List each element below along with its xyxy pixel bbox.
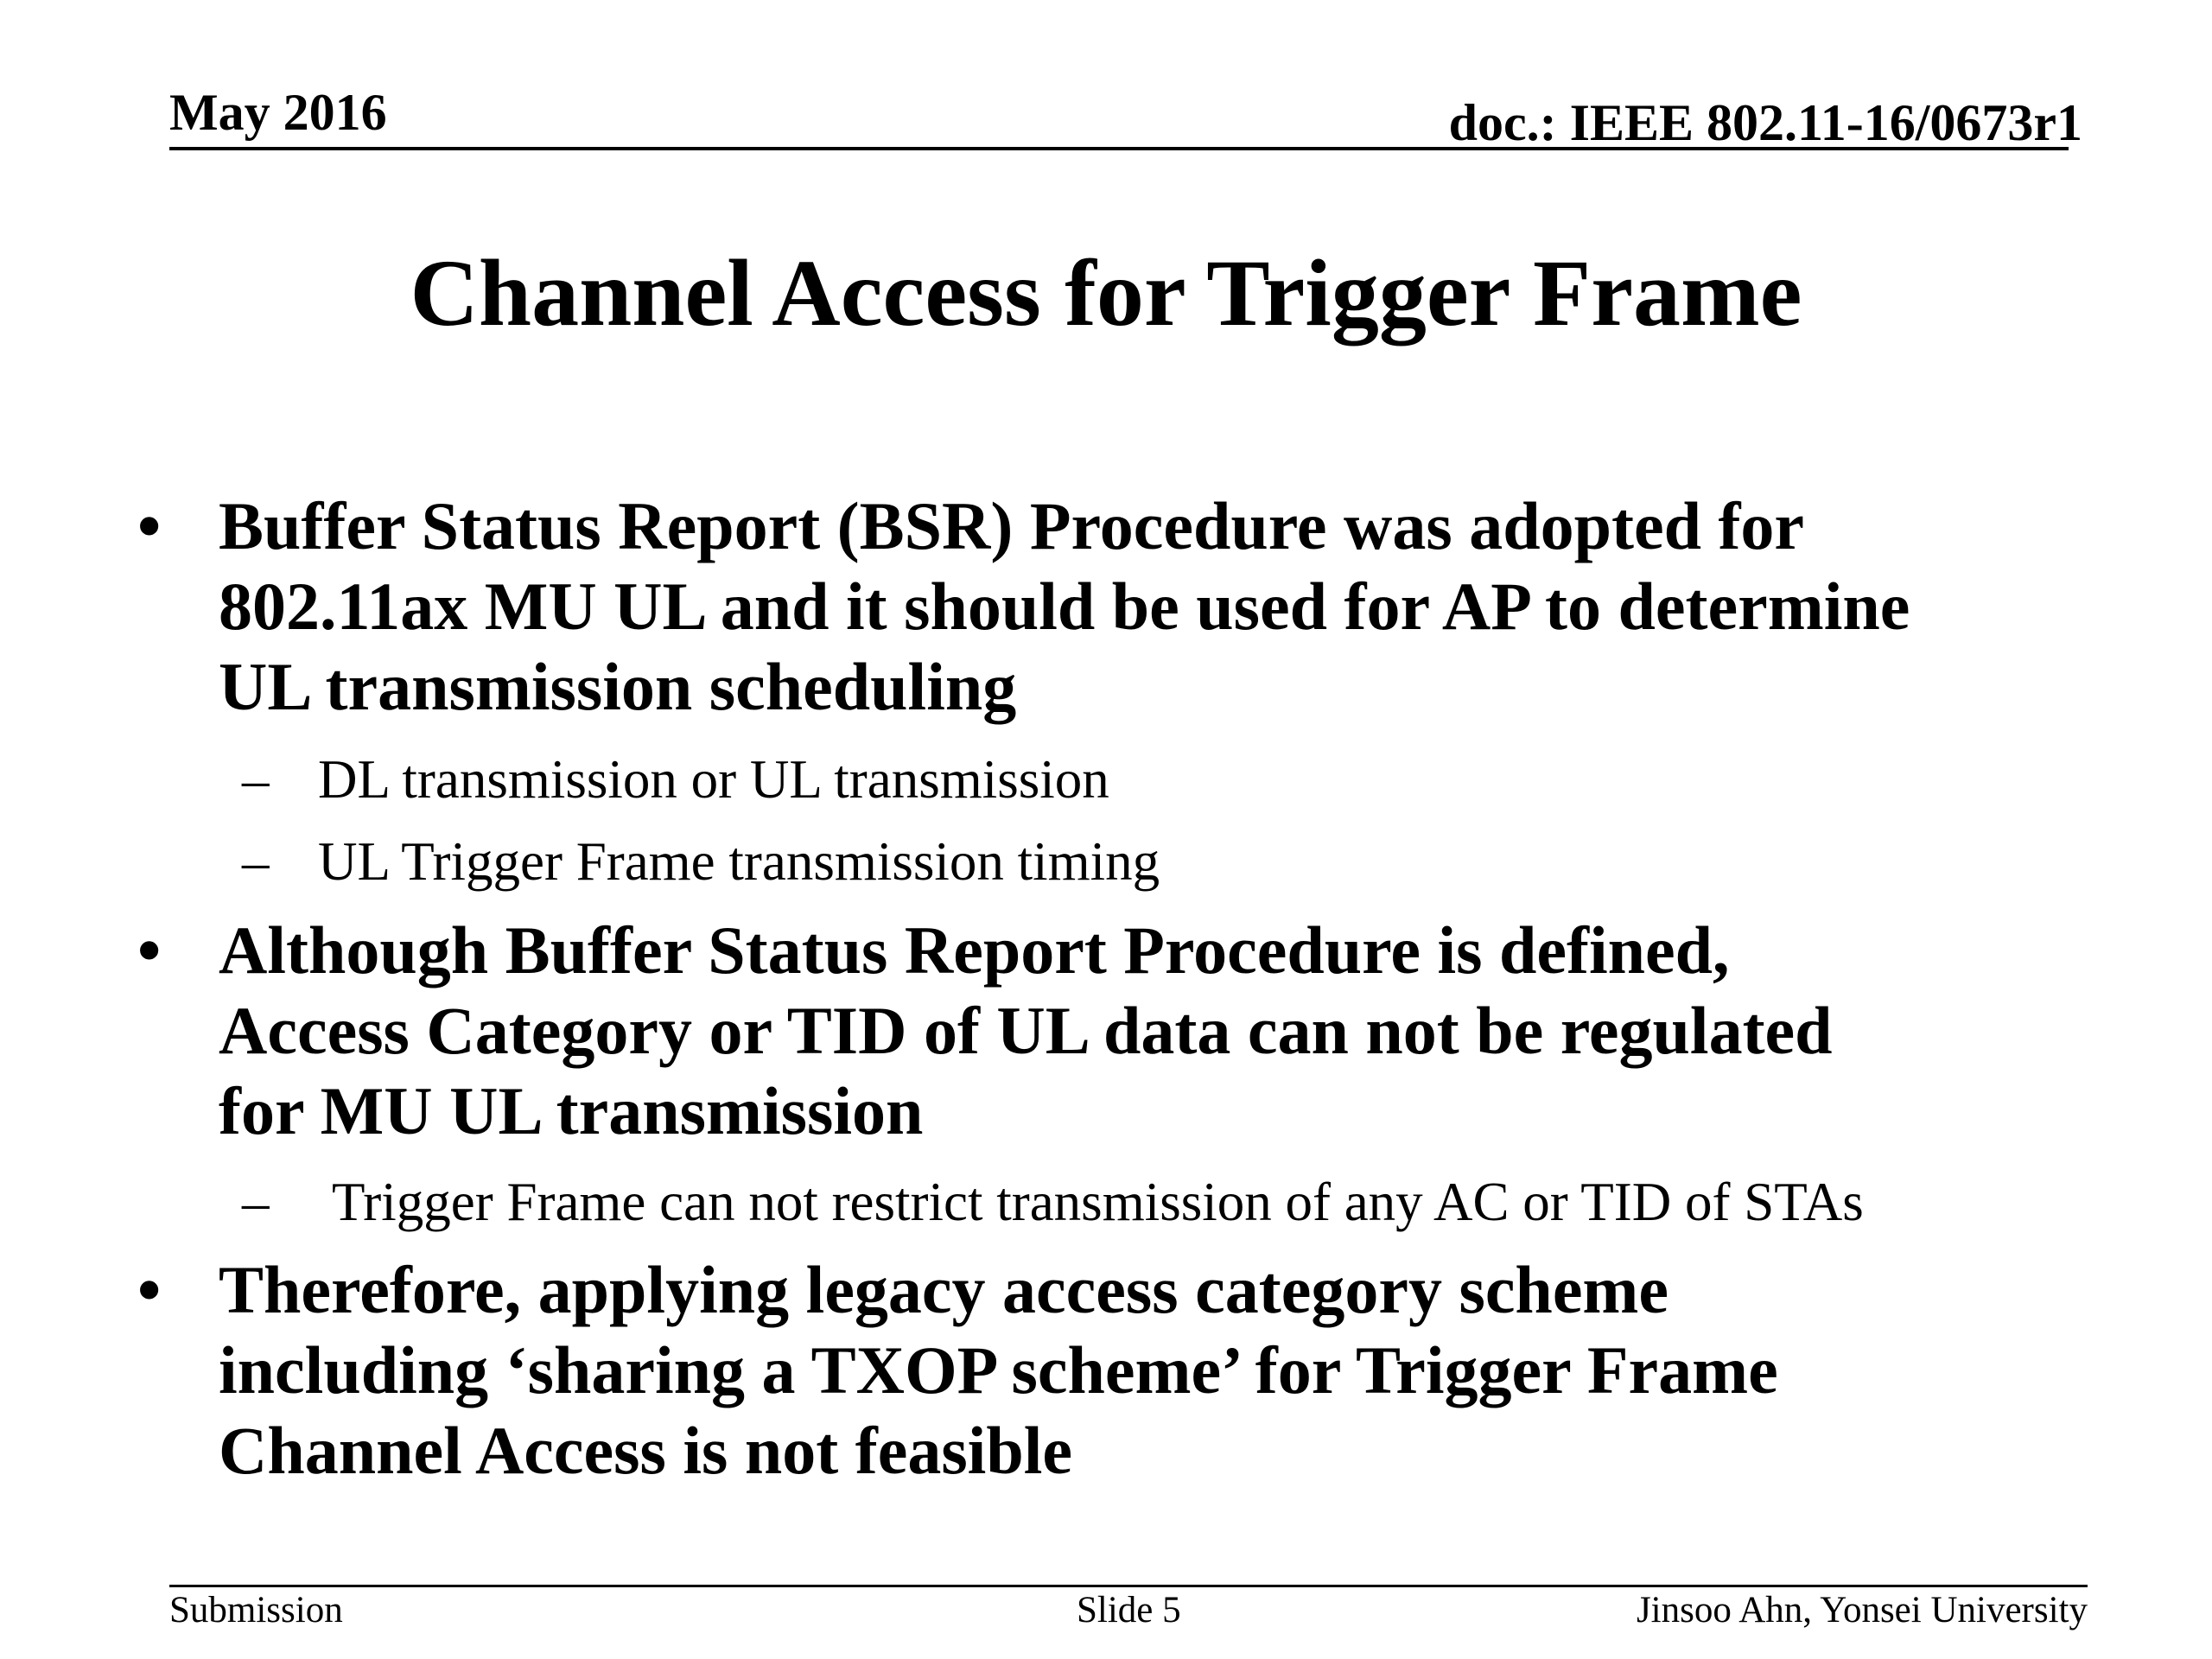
footer-submission: Submission xyxy=(169,1590,343,1630)
footer-author: Jinsoo Ahn, Yonsei University xyxy=(1636,1590,2088,1630)
bullet-marker: • xyxy=(137,488,162,563)
bullet-3 xyxy=(137,1249,2120,1491)
bullet-1-line-1: Buffer Status Report (BSR) Procedure was adopted for xyxy=(219,488,1805,563)
bullet-2 xyxy=(137,910,2120,1151)
sub-bullet-2-1 xyxy=(242,1172,1864,1232)
sub-bullet-1-1 xyxy=(242,749,1109,810)
bullet-1-line-3: UL transmission scheduling xyxy=(219,649,1017,724)
sub-bullet-text: Trigger Frame can not restrict transmission of any AC or TID of STAs xyxy=(332,1172,1864,1232)
sub-bullet-text: DL transmission or UL transmission xyxy=(318,749,1109,810)
bullet-marker: • xyxy=(137,1252,162,1327)
bullet-2-line-1: Although Buffer Status Report Procedure is defined, xyxy=(219,912,1730,988)
sub-bullet-marker: – xyxy=(242,749,270,810)
bullet-marker: • xyxy=(137,912,162,988)
header-doc-number: doc.: IEEE 802.11-16/0673r1 xyxy=(1448,94,2082,151)
bullet-1 xyxy=(137,486,2120,727)
slide-title: Channel Access for Trigger Frame xyxy=(410,240,1802,346)
bullet-3-line-3: Channel Access is not feasible xyxy=(219,1413,1073,1488)
sub-bullet-marker: – xyxy=(242,831,270,892)
bullet-1-line-2: 802.11ax MU UL and it should be used for AP to determine xyxy=(219,569,1910,644)
bullet-3-line-2: including ‘sharing a TXOP scheme’ for Trigger Frame xyxy=(219,1332,1778,1408)
header-date: May 2016 xyxy=(169,84,387,141)
bullet-2-line-3: for MU UL transmission xyxy=(219,1073,924,1148)
footer-divider xyxy=(169,1585,2088,1587)
sub-bullet-1-2 xyxy=(242,831,1160,892)
sub-bullet-text: UL Trigger Frame transmission timing xyxy=(318,831,1160,892)
bullet-3-line-1: Therefore, applying legacy access category scheme xyxy=(219,1252,1669,1327)
footer-slide-number: Slide 5 xyxy=(1077,1590,1181,1630)
bullet-2-line-2: Access Category or TID of UL data can not be regulated xyxy=(219,993,1833,1068)
sub-bullet-marker: – xyxy=(242,1172,270,1232)
